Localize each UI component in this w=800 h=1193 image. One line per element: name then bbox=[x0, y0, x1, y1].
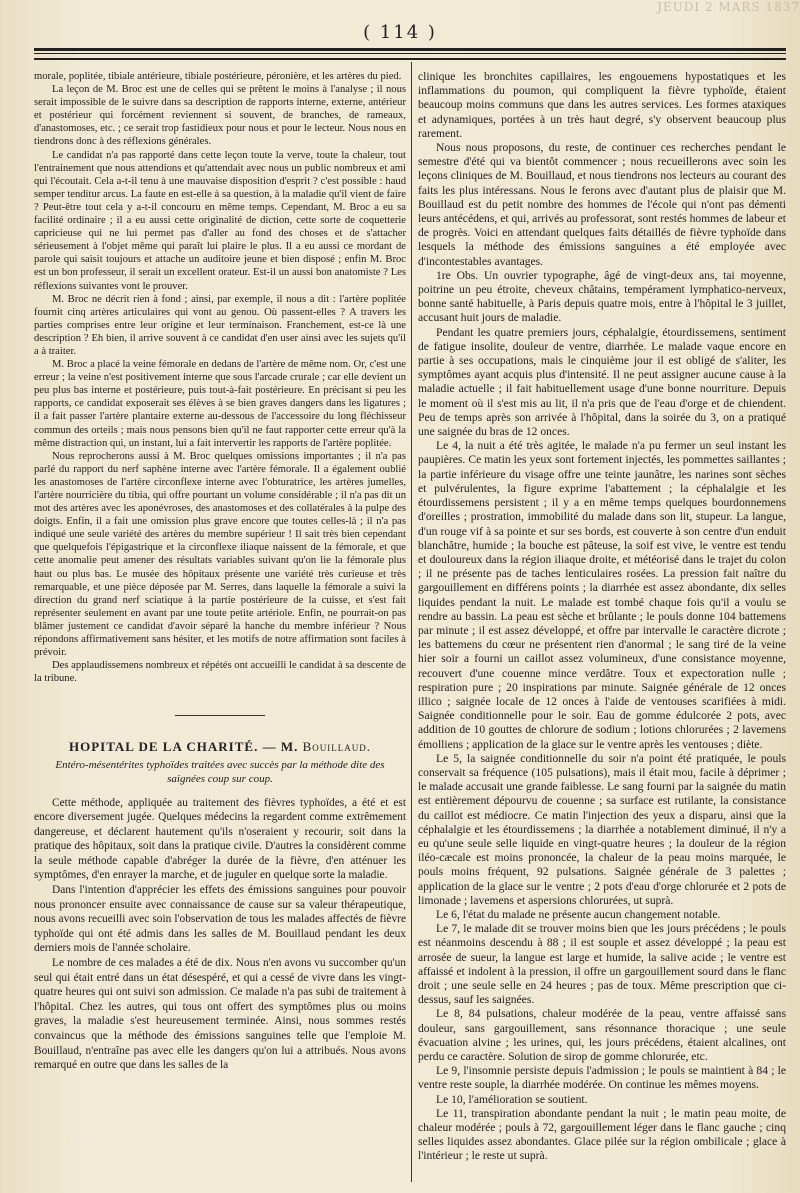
header-rule-thick bbox=[34, 48, 786, 51]
header-rule-thin bbox=[34, 53, 786, 54]
left-paragraph: morale, poplitée, tibiale antérieure, tibiale postérieure, péronière, et les artères du pied. bbox=[34, 71, 402, 82]
section-paragraph: Dans l'intention d'apprécier les effets des émissions sanguines pour pouvoir nous prononcer ensuite avec connaissance de cause sur sa valeur thérapeutique, nous avons recueilli avec soin l'observation de tous les malades affectés de fièvre typhoïde qui ont été admis dans les salles de M. Bouillaud pendant les deux derniers mois de l'année scholaire. bbox=[34, 884, 406, 955]
left-paragraph: Nous reprocherons aussi à M. Broc quelques omissions importantes ; il n'a pas parlé du rapport du nerf saphène interne avec l'artère fémorale. Il a également oublié les anastomoses de l'artère circonflexe interne avec l'obturatrice, les artères jumelles, l'artère nourricière du tibia, qui offre pourtant un volume considérable ; il n'a pas dit un mot des artères avec les aponévroses, des anastomoses et des collatérales à la pulpe des doigts. Enfin, il a fait une omission plus grave encore que toutes celles-là ; il n'a pas indiqué une seule variété des artères du membre supérieur ! Il sait très bien cependant que quelquefois l'épigastrique et la circonflexe iliaque naissent de la fémorale, et que cette anomalie peut amener des résultats variables suivant qu'on lie la fémorale plus haut ou plus bas. Le musée des hôpitaux présente une variété très curieuse et très remarquable, et une pièce déposée par M. Serres, dans laquelle la fémorale a suivi la direction du grand nerf sciatique à la partie postérieure de la cuisse, et s'est fait représenter seulement en avant par une toute petite artériole. Enfin, ne pourrait-on pas blâmer justement ce candidat d'avoir séparé la hanche du membre inférieur ? Nous répondons affirmativement sans hésiter, et les motifs de notre affirmation sont faciles à prévoir. bbox=[34, 450, 406, 659]
right-paragraph: Le 8, 84 pulsations, chaleur modérée de la peau, ventre affaissé sans douleur, sans gargouillement, sans résonnance thoracique ; une seule évacuation alvine ; les urines, qui, les jours précédens, étaient alcalines, ont perdu ce caractère. Solution de sirop de gomme chlorurée, etc. bbox=[418, 1007, 786, 1064]
right-paragraph: Pendant les quatre premiers jours, céphalalgie, étourdissemens, sentiment de fatigue insolite, douleur de ventre, diarrhée. Le malade vaque encore en partie à ses occupations, mais le cinquième jour il est obligé de s'aliter, les symptômes ayant acquis plus d'intensité. Il ne peut assigner aucune cause à la maladie actuelle ; il fait habituellement usage d'une bonne nourriture. Depuis le moment où il s'est mis au lit, il n'a pris que de l'eau d'orge et de chiendent. Peu de temps après son arrivée à l'hôpital, dans la soirée du 3, on a pratiqué une saignée du bras de 12 onces. bbox=[418, 325, 786, 439]
left-column bbox=[34, 70, 406, 1185]
section-title bbox=[34, 740, 406, 753]
bleed-through-text: JEUDI 2 MARS 1837 bbox=[657, 0, 800, 14]
right-paragraph: Le 7, le malade dit se trouver moins bien que les jours précédens ; le pouls est néanmoins descendu à 88 ; il est souple et assez développé ; la peau est arrosée de sueur, la langue est large et humide, la salive acide ; le ventre est affaissé et indolent à la pression, il offre un gargouillement sourd dans le flanc droit ; une seule selle en 24 heures ; pas de toux. Même prescription que ci-dessus, sauf les saignées. bbox=[418, 922, 786, 1007]
right-paragraph: Le 11, transpiration abondante pendant la nuit ; le matin peau moite, de chaleur modérée ; pouls à 72, gargouillement léger dans le flanc gauche ; cinq selles liquides assez abondantes. Glace pilée sur la région ombilicale ; glace à l'intérieur ; le reste ut suprà. bbox=[418, 1106, 786, 1163]
right-paragraph: Le 5, la saignée conditionnelle du soir n'a point été pratiquée, le pouls conservait sa fréquence (105 pulsations), mais il était mou, facile à déprimer ; le malade accusait une grande faiblesse. Le sang fourni par la saignée du matin est entièrement dépourvu de couenne ; sa surface est rutilante, la consistance du caillot est médiocre. Ce matin l'injection des yeux a disparu, ainsi que la céphalalgie et les étourdissemens ; la diarrhée a notablement diminué, il n'y a eu qu'une seule selle liquide en vingt-quatre heures ; la douleur de la région iléo-cæcale est moins prononcée, la chaleur de la peau moins marquée, le pouls moins fréquent, 92 pulsations. Saignée générale de 3 palettes ; application de la glace sur le ventre ; 2 pots d'eau d'orge chlorurée et 2 pots de limonade ; lavemens et aspersions chlorurées, ut suprà. bbox=[418, 751, 786, 907]
section-body bbox=[34, 796, 406, 1073]
left-paragraph: Le candidat n'a pas rapporté dans cette leçon toute la verve, toute la chaleur, tout l'entrainement que nous attendions et qu'attendait avec nous un public nombreux et ami qui l'écoutait. Cela a-t-il tenu à une mauvaise disposition d'esprit ? c'est possible : haud semper tenditur arcus. La faute en est-elle à sa question, à la maladie qu'il vient de faire ? Peut-être tout cela y a-t-il concouru en même temps. Cependant, M. Broc a eu sa facilité ordinaire ; il a eu aussi cette originalité de diction, cette sorte de coquetterie capricieuse qui ne lui permet pas d'aller au fond des choses et de s'attacher sérieusement à l'objet même qui paraît lui plaire le plus. Il a eu aussi ce mordant de parole qui saisit toujours et attache un auditoire jeune et bien disposé ; enfin M. Broc est un bon professeur, il serait un excellent orateur. Est-il un aussi bon anatomiste ? Les réflexions suivantes vont le prouver. bbox=[34, 149, 406, 292]
right-paragraph: Le 4, la nuit a été très agitée, le malade n'a pu fermer un seul instant les paupières. Ce matin les yeux sont fortement injectés, les pommettes saillantes ; la partie inférieure du visage offre une teinte jaunâtre, les narines sont sèches et pulvérulentes, la figure exprime l'abattement ; la céphalalgie et les étourdissemens persistent ; il y a en même temps quelques bourdonnemens d'oreilles ; prostration, immobilité du malade dans son lit, stupeur. La langue, d'un rouge vif à sa pointe et sur ses bords, est couverte à son centre d'un enduit blanchâtre, humide ; la bouche est pâteuse, la soif est vive, le ventre est tendu et douloureux dans la région iliaque droite, et météorisé dans le trajet du colon ; il ne présente pas de taches lenticulaires rosées. La pression fait naître du gargouillement en différens points ; la diarrhée est assez abondante, dix selles liquides pendant la nuit. Le malade est tombé chaque fois qu'il a voulu se rendre au bassin. La peau est sèche et brûlante ; le pouls donne 104 battemens par minute ; il est assez développé, et offre par intervalle le caractère dicrote ; les battemens du cœur ne présentent rien d'anormal ; le sang tiré de la veine hier soir a fourni un caillot assez volumineux, d'une consistance moyenne, recouvert d'une couenne mince verdâtre. Toux et expectoration nulle ; respiration pure ; 20 inspirations par minute. Saignée générale de 12 onces illico ; saignée locale de 12 onces à l'aide de ventouses scarifiées à midi. Saignée conditionnelle pour le soir. Eau de gomme édulcorée 2 pots, avec addition de 10 gouttes de chlorure de sodium ; lotions chlorurées ; 2 lavemens émolliens ; application de la glace sur le ventre après les ventouses ; diète. bbox=[418, 439, 786, 751]
column-separator bbox=[411, 62, 412, 1182]
section-author: Bouillaud. bbox=[302, 739, 372, 755]
section-paragraph: Cette méthode, appliquée au traitement des fièvres typhoïdes, a été et est encore diversement jugée. Quelques médecins la regardent comme extrêmement dangereuse, et déclarent hautement qu'ils n'oseraient y recourir, soit dans la pratique des hôpitaux, soit dans la pratique civile. D'autres la considèrent comme la seule méthode capable d'abréger la durée de la fièvre, d'en atténuer les symptômes, d'en enrayer la marche, et de juguler en quelque sorte la maladie. bbox=[34, 796, 406, 882]
right-paragraph: Le 9, l'insomnie persiste depuis l'admission ; le pouls se maintient à 84 ; le ventre reste souple, la diarrhée modérée. On continue les mêmes moyens. bbox=[418, 1064, 786, 1092]
left-paragraph: M. Broc a placé la veine fémorale en dedans de l'artère de même nom. Or, c'est une erreur ; la veine n'est positivement interne que sous l'arcade crurale ; car elle devient un peu plus bas interne et postérieure, puis tout-à-fait postérieure. En précisant si peu les rapports, ce candidat exposerait ses élèves à se bien graves dangers dans les ligatures ; il a fait passer l'artère plantaire externe au-dessous de l'accessoire du long fléchisseur commun des orteils ; mais nous pensons bien qu'il ne faut rapporter cette erreur qu'à la même distraction qui, un instant, lui a fait intervertir les rapports de l'artère poplitée. bbox=[34, 359, 406, 449]
left-paragraph: Des applaudissemens nombreux et répétés ont accueilli le candidat à sa descente de la tribune. bbox=[34, 660, 406, 685]
left-paragraph: M. Broc ne décrit rien à fond ; ainsi, par exemple, il nous a dit : l'artère poplitée fournit cinq artères articulaires qui vont au genou. Où passent-elles ? A travers les parties comprises entre leur origine et leur terminaison. Franchement, est-ce là une description ? Eh bien, il arrive souvent à ce candidat d'en user ainsi avec les sujets qu'il a à traiter. bbox=[34, 293, 406, 357]
header-rule-lower bbox=[34, 58, 786, 60]
page-number: ( 114 ) bbox=[363, 22, 437, 43]
left-paragraph: La leçon de M. Broc est une de celles qui se prêtent le moins à l'analyse ; il nous serait impossible de le suivre dans sa description de rapports interne, externe, antérieur et postérieur qui forcément reviennent si souvent, de branches, de rameaux, d'anastomoses, etc. ; ce serait trop fastidieux pour nous et pour le lecteur. Nous nous en tiendrons donc à des réflexions générales. bbox=[34, 84, 406, 148]
section-title-text: HOPITAL DE LA CHARITÉ. — M. bbox=[68, 739, 299, 755]
right-paragraph: Le 6, l'état du malade ne présente aucun changement notable. bbox=[436, 907, 721, 921]
section-divider bbox=[175, 715, 265, 716]
right-paragraph: Nous nous proposons, du reste, de continuer ces recherches pendant le semestre d'été qui va bientôt commencer ; nous recueillerons avec soin les leçons cliniques de M. Bouillaud, et nous tiendrons nos lecteurs au courant des faits les plus intéressans. Nous le ferons avec d'autant plus de plaisir que M. Bouillaud est du petit nombre des hommes de l'école qui n'ont pas démenti leurs antécédens, et qui, arrivés au professorat, sont restés hommes de labeur et de progrès. Voici en attendant quelques faits détaillés de fièvre typhoïde dans lesquels la méthode des émissions sanguines a été employée avec d'incontestables avantages. bbox=[418, 141, 786, 268]
observation-heading-paragraph: 1re Obs. Un ouvrier typographe, âgé de vingt-deux ans, tai moyenne, poitrine un peu étroite, cheveux châtains, tempérament lymphatico-nerveux, bonne santé habituelle, à Paris depuis quatre mois, entre à l'hôpital le 3 juillet, accusant huit jours de maladie. bbox=[418, 268, 786, 325]
right-column bbox=[418, 70, 786, 1185]
section-paragraph: Le nombre de ces malades a été de dix. Nous n'en avons vu succomber qu'un seul qui était entré dans un état désespéré, et qui a cessé de vivre dans les vingt-quatre heures qui ont suivi son admission. Ce malade n'a pas subi de traitement à l'hôpital. Chez les autres, qui tous ont offert des symptômes plus ou moins graves, la maladie s'est heureusement terminée. Ainsi, nous sommes restés convaincus que la méthode des émissions sanguines telle que l'emploie M. Bouillaud, n'entraîne pas avec elle les dangers qu'on lui a attribués. Nous avons remarqué en outre que dans les salles de la bbox=[34, 957, 406, 1072]
section-subtitle: Entéro-mésentérites typhoïdes traitées avec succès par la méthode dite des saignées coup sur coup. bbox=[55, 758, 385, 785]
right-paragraph: Le 10, l'amélioration se soutient. bbox=[436, 1092, 588, 1106]
right-paragraph: clinique les bronchites capillaires, les engouemens hypostatiques et les inflammations du poumon, qui compliquent la fièvre typhoïde, étaient beaucoup moins communs que dans les autres services. Les formes ataxiques et adynamiques, portées à un très haut degré, s'y observent beaucoup plus rarement. bbox=[418, 70, 786, 140]
